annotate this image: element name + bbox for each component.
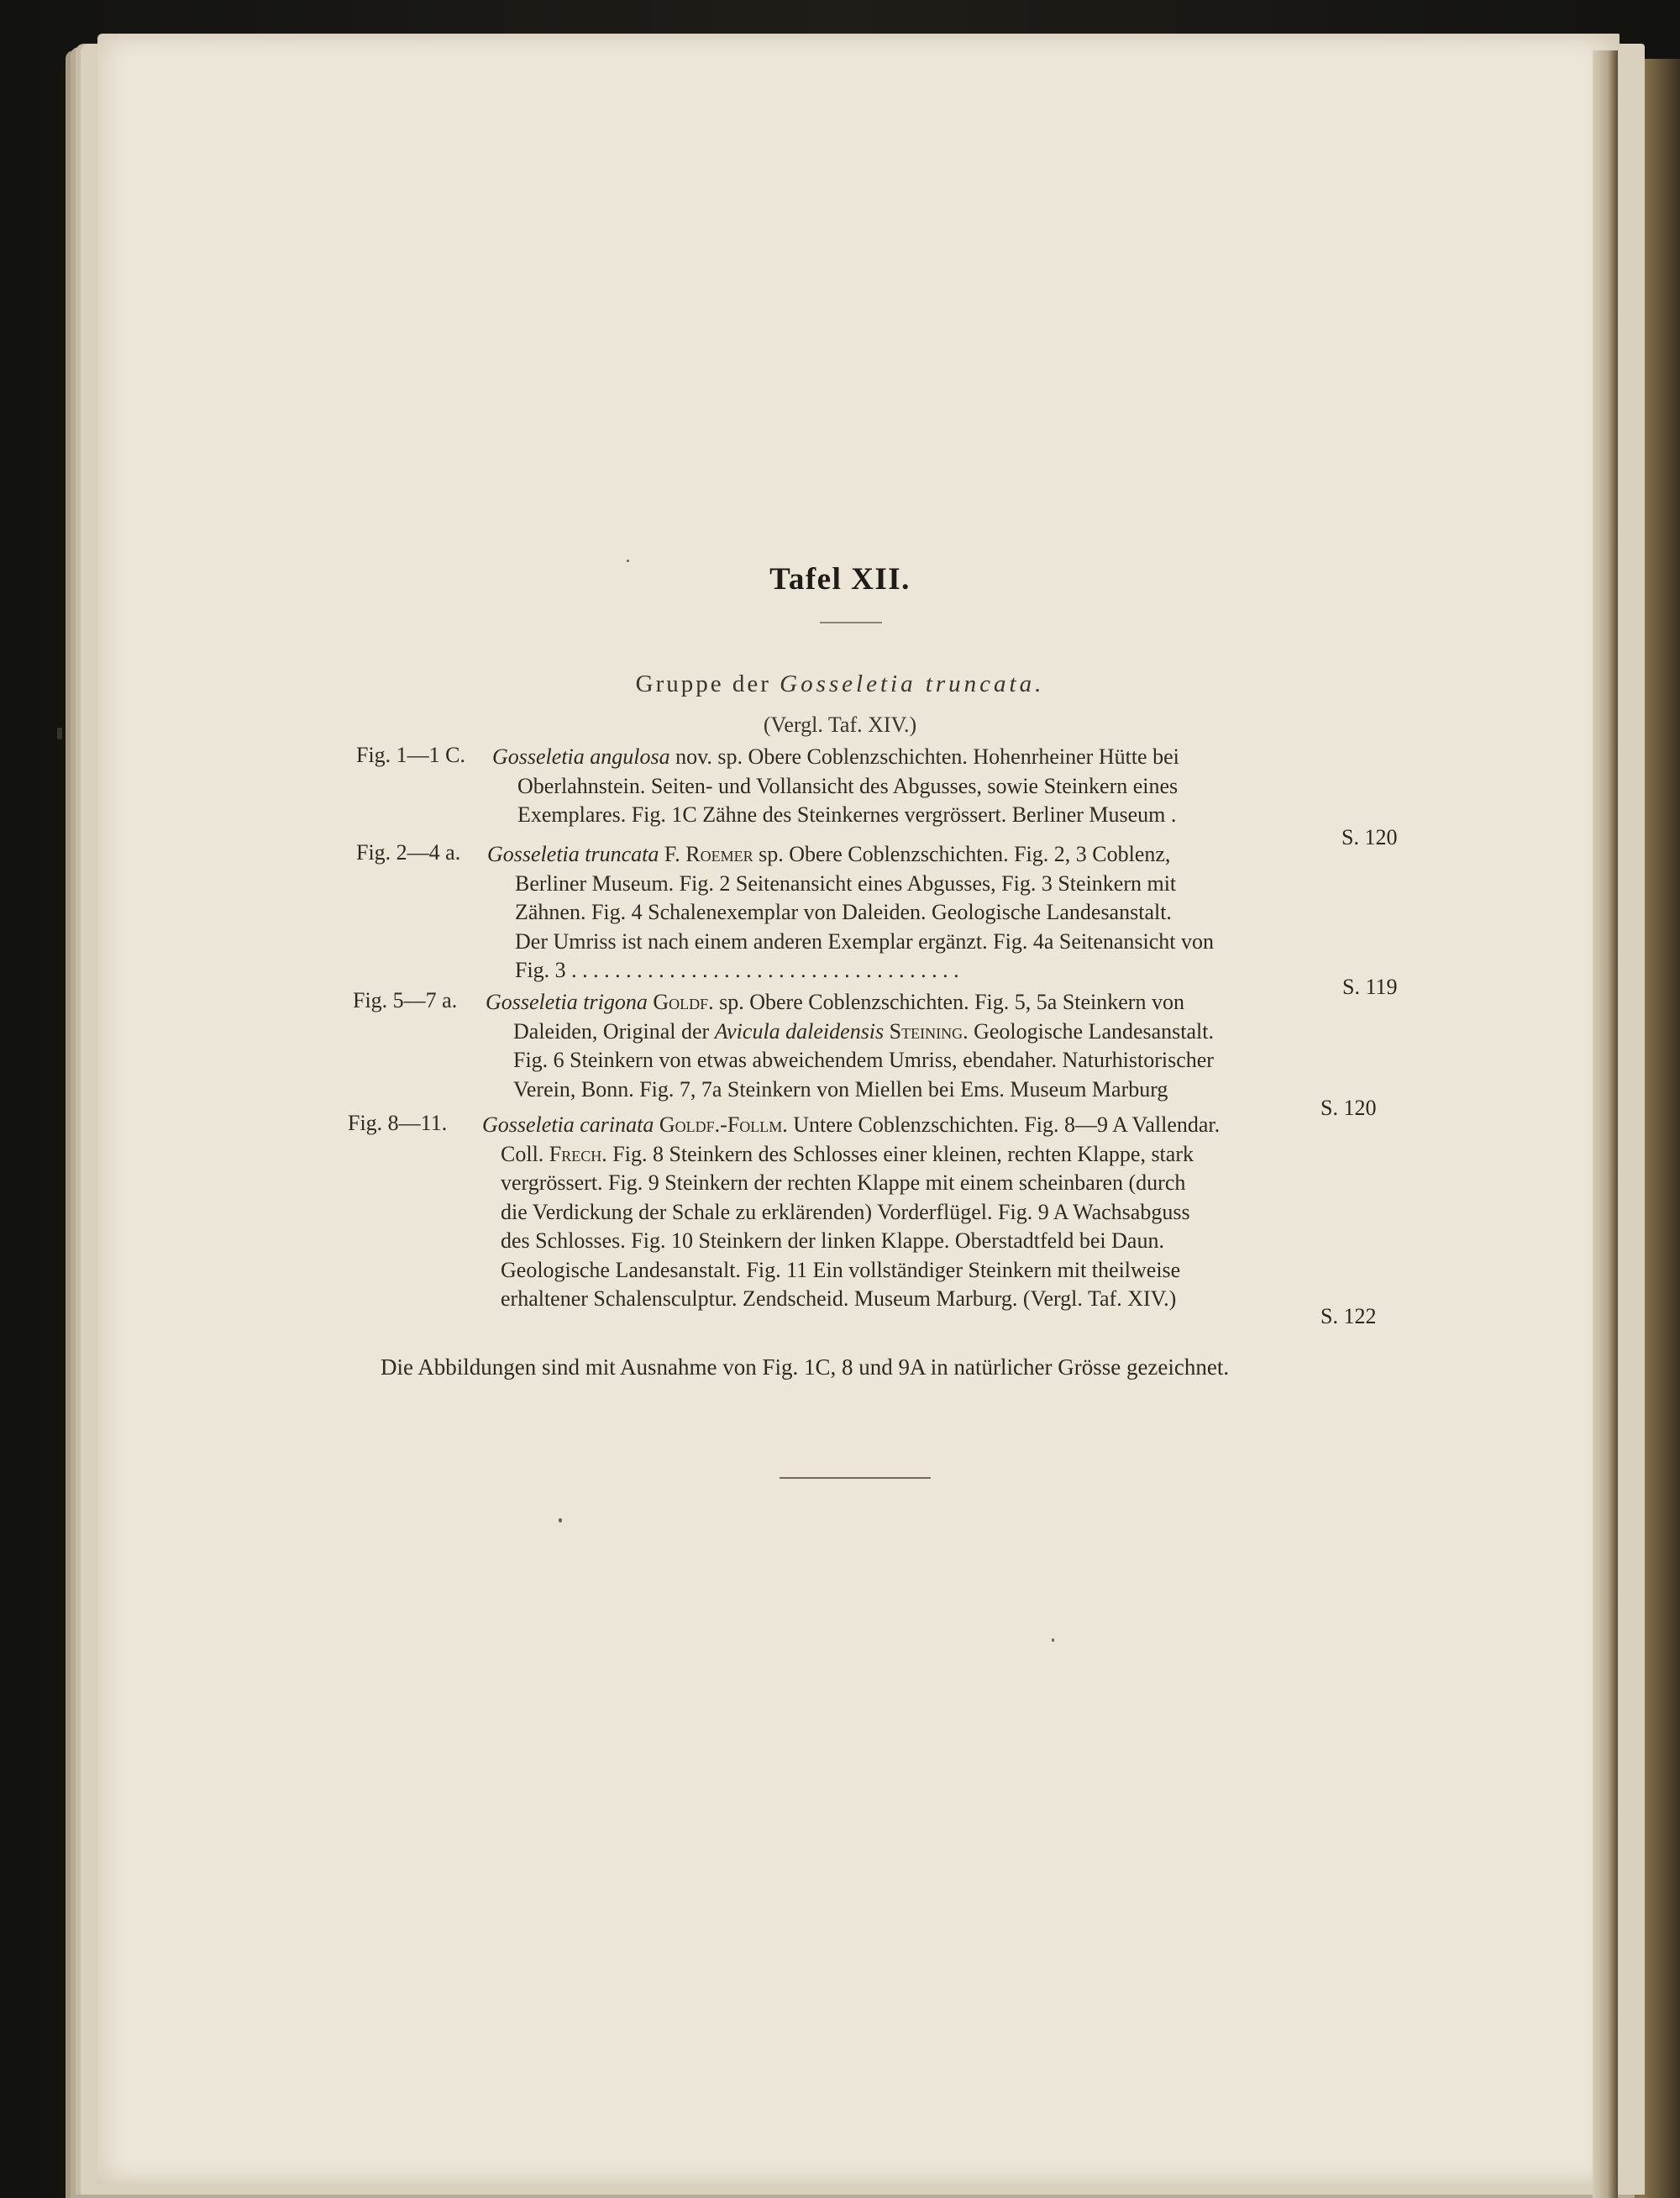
- entry-2-line-3: Zähnen. Fig. 4 Schalenexemplar von Daleiden. Geologische Landesanstalt.: [515, 900, 1172, 924]
- entry-1-text: [492, 743, 1310, 830]
- entry-1-page-ref: S. 120: [1341, 825, 1398, 849]
- cross-reference: (Vergl. Taf. XIV.): [763, 713, 917, 737]
- entry-2-text: [487, 840, 1310, 986]
- entry-4-page-ref: S. 122: [1320, 1304, 1377, 1328]
- entry-3-page-ref: S. 120: [1320, 1096, 1377, 1120]
- entry-2-page-ref: S. 119: [1342, 975, 1398, 999]
- footer-note: Die Abbildungen sind mit Ausnahme von Fig. 1C, 8 und 9A in natürlicher Grösse gezeichnet.: [381, 1354, 1230, 1380]
- group-heading: [0, 670, 1680, 698]
- entry-3-fig-label: Fig. 5—7 a.: [353, 988, 458, 1012]
- entry-4-text: [482, 1111, 1310, 1314]
- title-rule: [820, 622, 882, 623]
- entry-4-line-5: des Schlosses. Fig. 10 Steinkern der linken Klappe. Oberstadtfeld bei Daun.: [501, 1228, 1164, 1253]
- entry-4-line-1: Gosseletia carinata Goldf.-Follm. Untere Coblenzschichten. Fig. 8—9 A Vallendar.: [482, 1112, 1221, 1137]
- group-prefix: Gruppe der: [635, 670, 771, 697]
- paper-speck: [1052, 1638, 1054, 1642]
- entry-2-line-5: Fig. 3 . . . . . . . . . . . . . . . . . . . . . . . . . . . . . . . . . . . .: [515, 958, 959, 982]
- entry-3-line-2: Daleiden, Original der Avicula daleidensis Steining. Geologische Landesanstalt.: [513, 1018, 1215, 1044]
- entry-3-line-1: Gosseletia trigona Goldf. sp. Obere Coblenzschichten. Fig. 5, 5a Steinkern von: [486, 990, 1184, 1014]
- entry-2-fig-label: Fig. 2—4 a.: [356, 840, 461, 865]
- group-species: Gosseletia truncata.: [780, 670, 1045, 697]
- entry-1-line-2: Oberlahnstein. Seiten- und Vollansicht des Abgusses, sowie Steinkern eines: [517, 773, 1179, 798]
- entry-4-line-2: Coll. Frech. Fig. 8 Steinkern des Schlosses einer kleinen, rechten Klappe, stark: [501, 1141, 1194, 1166]
- entry-4-line-7: erhaltener Schalensculptur. Zendscheid. Museum Marburg. (Vergl. Taf. XIV.): [501, 1286, 1177, 1311]
- entry-3-text: [486, 988, 1310, 1104]
- end-rule: [780, 1477, 931, 1479]
- entry-4-line-6: Geologische Landesanstalt. Fig. 11 Ein vollständiger Steinkern mit theilweise: [501, 1257, 1181, 1282]
- paper-speck: [627, 560, 629, 562]
- entry-1-line-1: Gosseletia angulosa nov. sp. Obere Coblenzschichten. Hohenrheiner Hütte bei: [492, 744, 1179, 769]
- plate-title: Tafel XII.: [769, 562, 911, 597]
- entry-3-line-4: Verein, Bonn. Fig. 7, 7a Steinkern von Miellen bei Ems. Museum Marburg: [513, 1076, 1168, 1102]
- paper-speck: [559, 1518, 562, 1522]
- entry-3-line-3: Fig. 6 Steinkern von etwas abweichendem Umriss, ebendaher. Naturhistorischer: [513, 1048, 1214, 1072]
- entry-4-fig-label: Fig. 8—11.: [348, 1111, 448, 1135]
- entry-2-line-4: Der Umriss ist nach einem anderen Exemplar ergänzt. Fig. 4a Seitenansicht von: [515, 928, 1214, 954]
- entry-1-line-3: Exemplares. Fig. 1C Zähne des Steinkernes vergrössert. Berliner Museum .: [517, 802, 1177, 827]
- entry-4-line-4: die Verdickung der Schale zu erklärenden) Vorderflügel. Fig. 9 A Wachsabguss: [501, 1199, 1190, 1224]
- entry-1-fig-label: Fig. 1—1 C.: [356, 743, 466, 767]
- entry-2-line-1: Gosseletia truncata F. Roemer sp. Obere Coblenzschichten. Fig. 2, 3 Coblenz,: [487, 842, 1171, 866]
- entry-2-line-2: Berliner Museum. Fig. 2 Seitenansicht eines Abgusses, Fig. 3 Steinkern mit: [515, 870, 1177, 896]
- entry-4-line-3: vergrössert. Fig. 9 Steinkern der rechten Klappe mit einem scheinbaren (durch: [501, 1170, 1186, 1195]
- page-edge-mark: [57, 728, 62, 739]
